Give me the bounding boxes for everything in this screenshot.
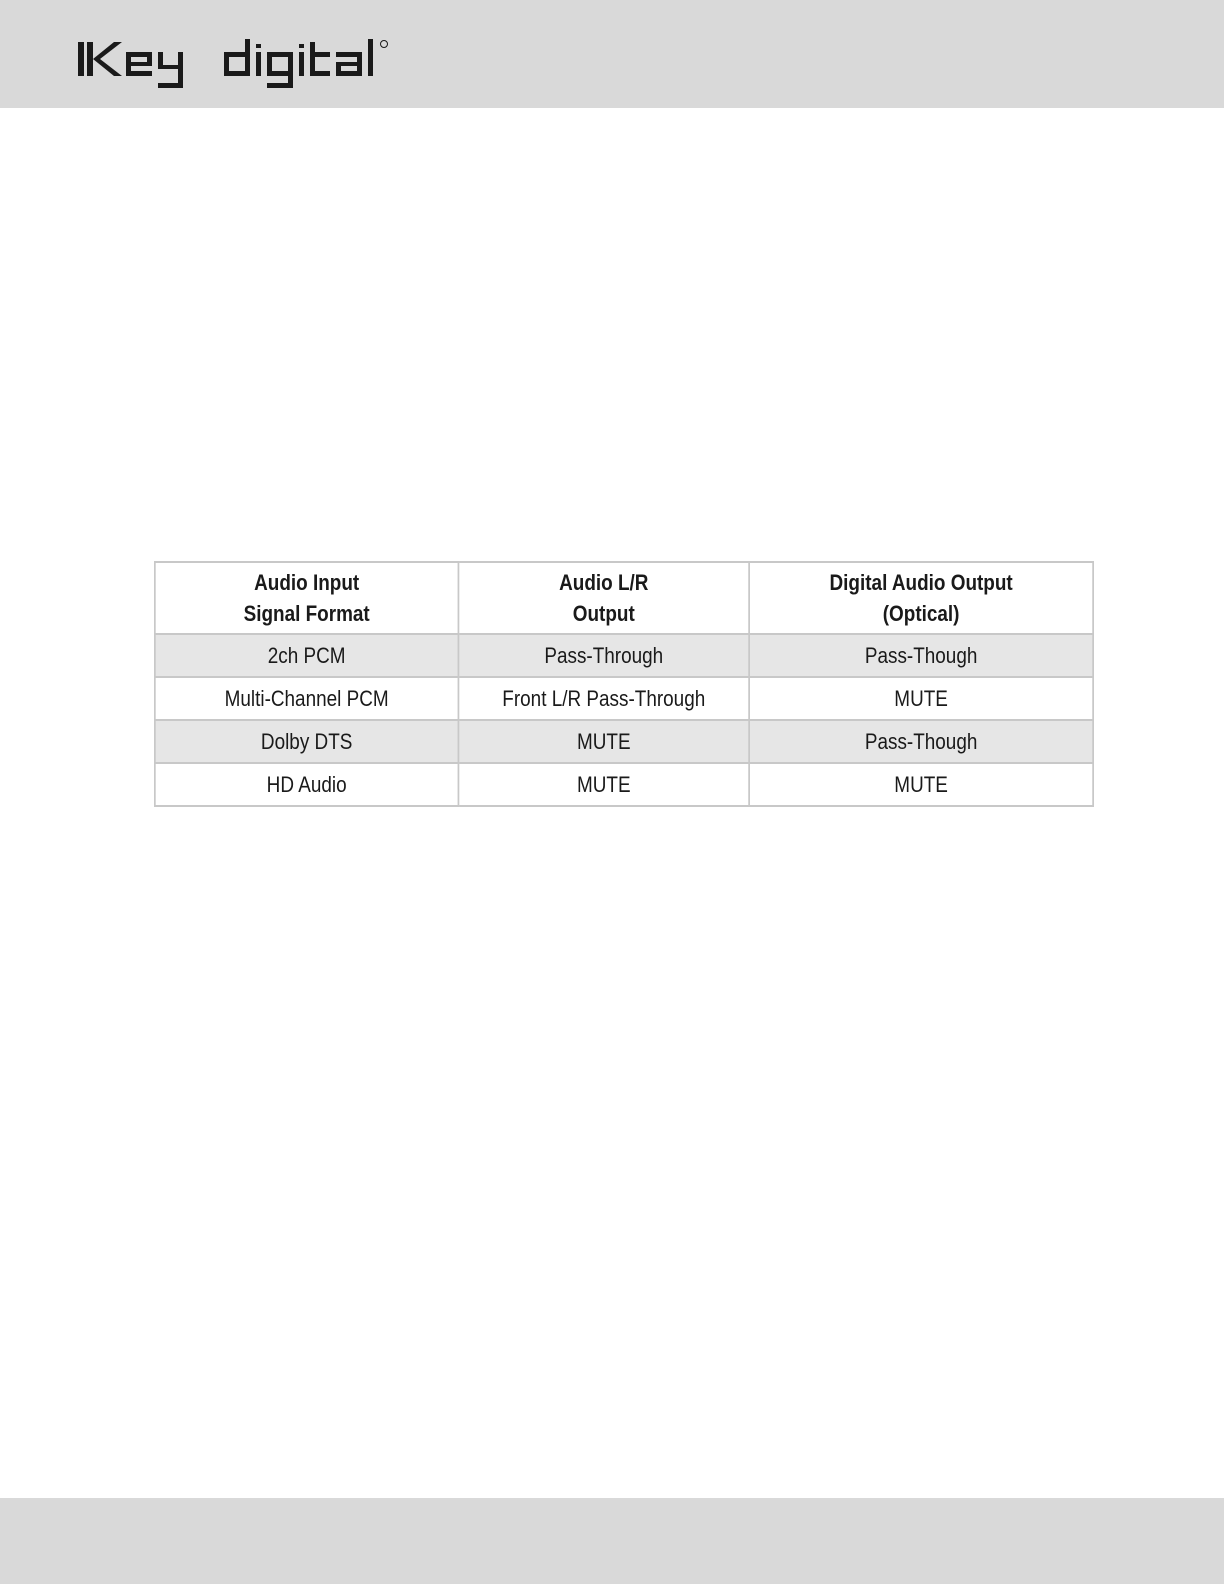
header-line: Digital Audio Output bbox=[829, 570, 1013, 595]
table-cell: Pass-Though bbox=[749, 634, 1093, 677]
header-line: Output bbox=[572, 601, 635, 626]
table-cell: HD Audio bbox=[155, 763, 459, 806]
table-header-row bbox=[155, 562, 1093, 634]
table-cell: 2ch PCM bbox=[155, 634, 459, 677]
page-footer bbox=[0, 1498, 1224, 1584]
table-cell: Pass-Though bbox=[749, 720, 1093, 763]
table-cell: Pass-Through bbox=[458, 634, 749, 677]
audio-format-table bbox=[154, 561, 1094, 807]
header-audio-lr-output bbox=[458, 562, 749, 634]
header-line: Audio L/R bbox=[559, 570, 649, 595]
header-digital-audio-output bbox=[749, 562, 1093, 634]
header-line: (Optical) bbox=[882, 601, 960, 626]
table-row bbox=[155, 677, 1093, 720]
table-cell: Front L/R Pass-Through bbox=[458, 677, 749, 720]
table-cell: MUTE bbox=[458, 720, 749, 763]
header-line: Audio Input bbox=[254, 570, 360, 595]
page-header bbox=[0, 0, 1224, 108]
key-digital-logo bbox=[78, 36, 423, 88]
table-cell: MUTE bbox=[458, 763, 749, 806]
table-cell: Dolby DTS bbox=[155, 720, 459, 763]
table-row bbox=[155, 720, 1093, 763]
table-cell: Multi-Channel PCM bbox=[155, 677, 459, 720]
table-row bbox=[155, 634, 1093, 677]
header-line: Signal Format bbox=[243, 601, 370, 626]
table-row bbox=[155, 763, 1093, 806]
header-audio-input-signal-format bbox=[155, 562, 459, 634]
table-cell: MUTE bbox=[749, 763, 1093, 806]
table-cell: MUTE bbox=[749, 677, 1093, 720]
